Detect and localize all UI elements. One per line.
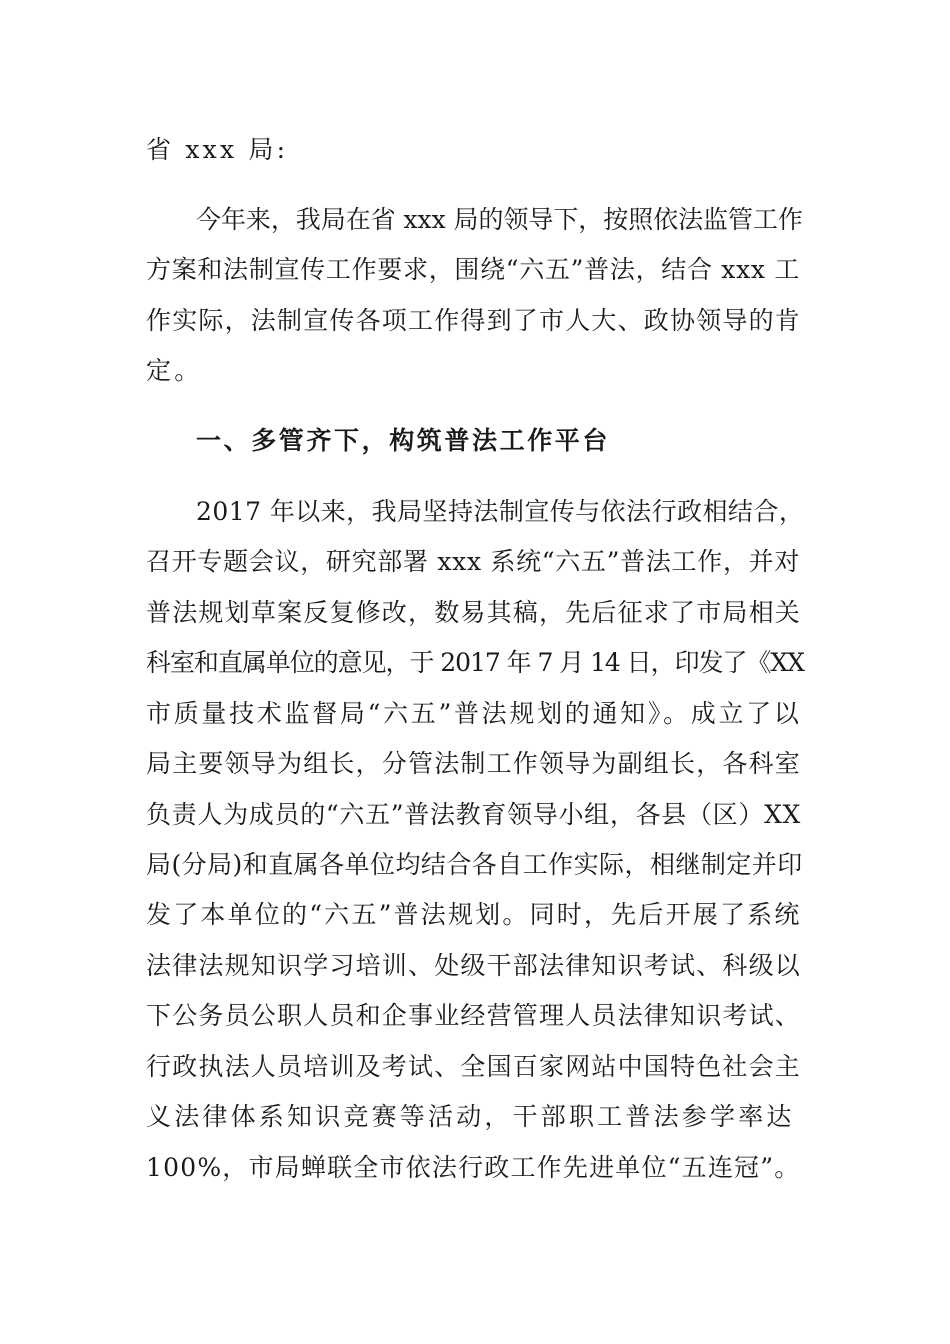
body-line-8: 局(分局)和直属各单位均结合各自工作实际，相继制定并印	[146, 850, 803, 879]
intro-line-1: 今年来，我局在省 xxx 局的领导下，按照依法监管工作	[196, 205, 803, 234]
body-line-10: 法律法规知识学习培训、处级干部法律知识考试、科级以	[146, 951, 802, 980]
body-line-2: 召开专题会议，研究部署 xxx 系统“六五”普法工作，并对	[146, 547, 801, 576]
section-heading: 一、多管齐下，构筑普法工作平台	[196, 426, 611, 455]
body-line-13: 义法律体系知识竞赛等活动，干部职工普法参学率达	[146, 1102, 795, 1131]
body-line-5: 市质量技术监督局“六五”普法规划的通知》。成立了以	[146, 699, 802, 728]
body-line-9: 发了本单位的“六五”普法规划。同时，先后开展了系统	[146, 900, 802, 929]
body-line-4: 科室和直属单位的意见，于 2017 年 7 月 14 日，印发了《XX	[146, 648, 804, 677]
body-line-6: 局主要领导为组长，分管法制工作领导为副组长，各科室	[146, 749, 802, 778]
body-line-14: 100%，市局蝉联全市依法行政工作先进单位“五连冠”。	[146, 1153, 801, 1182]
salutation: 省 xxx 局:	[146, 135, 289, 164]
body-line-3: 普法规划草案反复修改，数易其稿，先后征求了市局相关	[146, 598, 802, 627]
body-line-1: 2017 年以来，我局坚持法制宣传与依法行政相结合，	[196, 497, 805, 526]
intro-line-3: 作实际，法制宣传各项工作得到了市人大、政协领导的肯	[146, 306, 802, 335]
body-line-11: 下公务员公职人员和企事业经营管理人员法律知识考试、	[146, 1001, 802, 1030]
intro-line-4: 定。	[146, 356, 203, 385]
body-line-12: 行政执法人员培训及考试、全国百家网站中国特色社会主	[146, 1052, 802, 1081]
intro-line-2: 方案和法制宣传工作要求，围绕“六五”普法，结合 xxx 工	[146, 255, 801, 284]
body-line-7: 负责人为成员的“六五”普法教育领导小组，各县（区）XX	[146, 800, 802, 829]
